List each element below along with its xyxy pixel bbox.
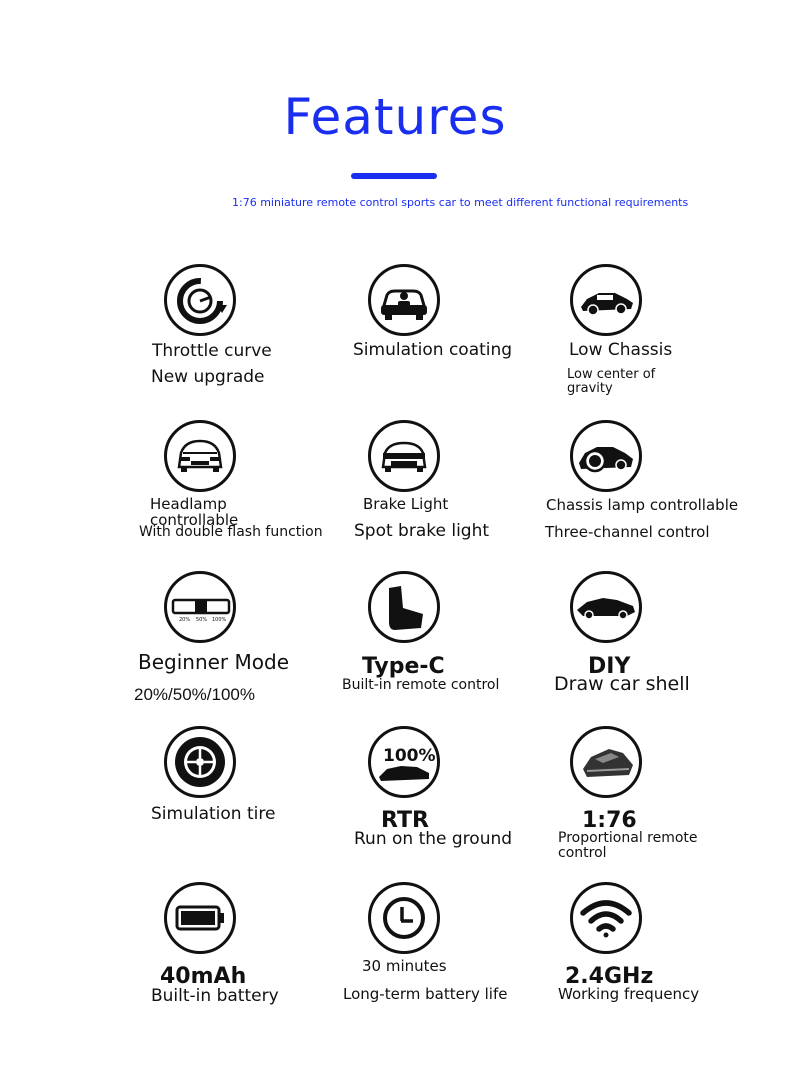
battery-line1: 40mAh [160,964,247,989]
headlamp-line1: Headlamp [150,495,227,513]
rtr-car-icon [368,726,440,798]
mode-label-20: 20% [179,617,191,623]
brake-line1: Brake Light [363,495,449,513]
tire-line1: Simulation tire [151,804,276,824]
typec-line1: Type-C [362,654,445,679]
coating-line1: Simulation coating [353,340,513,360]
frequency-line2: Working frequency [558,985,700,1003]
battery-icon [164,882,236,954]
car-photo-icon [570,726,642,798]
scale-line1: 1:76 [582,808,637,833]
title-underline [351,173,437,179]
chassis-line1: Low Chassis [569,340,673,360]
typec-line2: Built-in remote control [342,677,500,693]
mode-label-100: 100% [212,617,227,623]
speedometer-icon [164,264,236,336]
car-lamp-icon [570,420,642,492]
frequency-line1: 2.4GHz [565,964,654,989]
tire-icon [164,726,236,798]
brake-line2: Spot brake light [354,521,490,541]
rtr-line1: RTR [381,808,429,833]
headlamp-line3: With double flash function [139,524,323,540]
clock-icon [368,882,440,954]
rtr-badge: 100% [383,746,436,766]
car-headlamp-icon [164,420,236,492]
scale-line3: control [558,845,607,861]
mode-label-50: 50% [196,617,208,623]
sports-car-icon [570,264,642,336]
throttle-line1: Throttle curve [152,341,272,361]
beginner-line2: 20%/50%/100% [134,685,255,704]
chassis-lamp-line1: Chassis lamp controllable [546,496,739,514]
chassis-line2: Low center of [567,367,656,382]
car-shell-icon [570,571,642,643]
throttle-line2: New upgrade [151,367,265,387]
car-front-icon [368,264,440,336]
beginner-line1: Beginner Mode [138,650,290,674]
diy-line1: DIY [588,654,631,679]
speed-mode-icon [164,571,236,643]
battery-line2: Built-in battery [151,986,279,1006]
wifi-icon [570,882,642,954]
chassis-lamp-line2: Three-channel control [545,523,710,541]
page-title: Features [283,88,507,146]
scale-line2: Proportional remote [558,830,698,846]
headlamp-line2: controllable [150,511,239,529]
runtime-line1: 30 minutes [362,957,447,975]
chassis-line3: gravity [567,381,613,396]
diy-line2: Draw car shell [554,673,690,695]
runtime-line2: Long-term battery life [343,985,508,1003]
page-subtitle: 1:76 miniature remote control sports car to meet different functional requirements [232,196,689,209]
car-rear-icon [368,420,440,492]
rtr-line2: Run on the ground [354,829,513,849]
remote-control-icon [368,571,440,643]
